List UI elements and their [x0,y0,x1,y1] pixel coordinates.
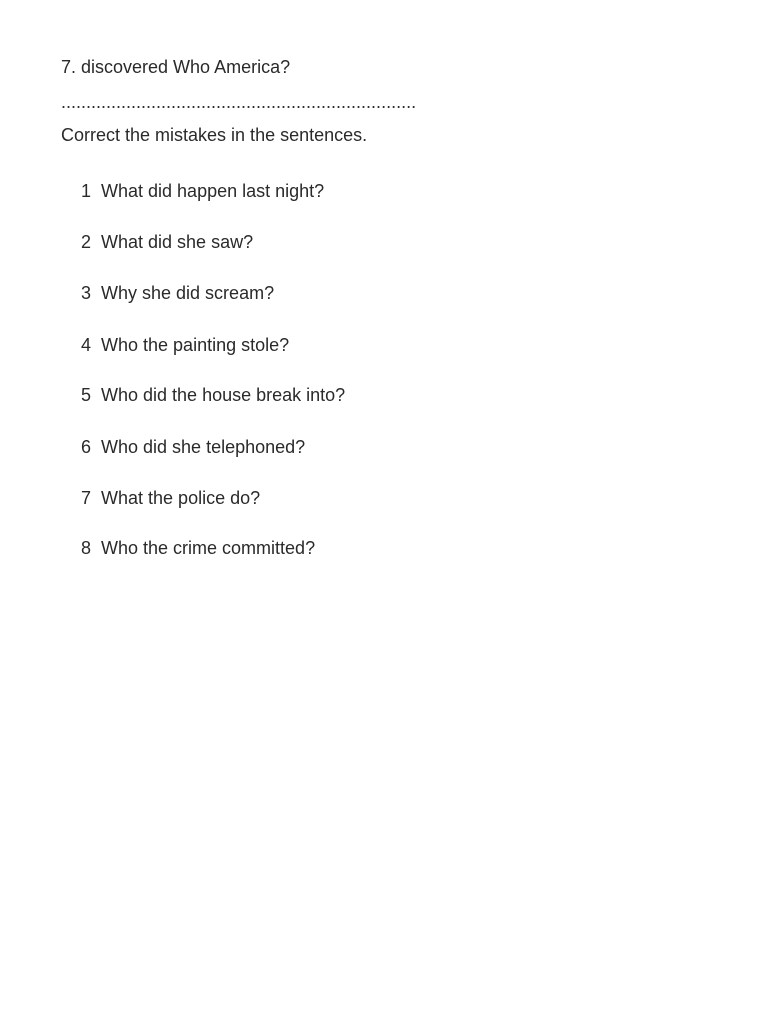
sentence-text: Who did the house break into? [101,385,346,405]
sentence-number: 1 [81,181,92,201]
sentence-number: 6 [81,437,92,457]
sentence-text: Why she did scream? [101,283,275,303]
sentence-number: 3 [81,283,92,303]
previous-question: 7. discovered Who America? [61,57,291,77]
sentence-number: 7 [81,488,92,508]
sentence-number: 8 [81,538,92,558]
sentence-number: 2 [81,232,92,252]
answer-line: ....................................................................... [61,92,417,112]
sentence-item [61,515,315,581]
sentence-text: Who the painting stole? [101,335,290,355]
exercise-instruction: Correct the mistakes in the sentences. [61,125,368,145]
sentence-text: What did she saw? [101,232,254,252]
sentence-number: 4 [81,335,92,355]
sentence-text: Who did she telephoned? [101,437,306,457]
sentence-text: What the police do? [101,488,261,508]
sentence-text: Who the crime committed? [101,538,316,558]
sentence-number: 5 [81,385,92,405]
sentence-text: What did happen last night? [101,181,325,201]
